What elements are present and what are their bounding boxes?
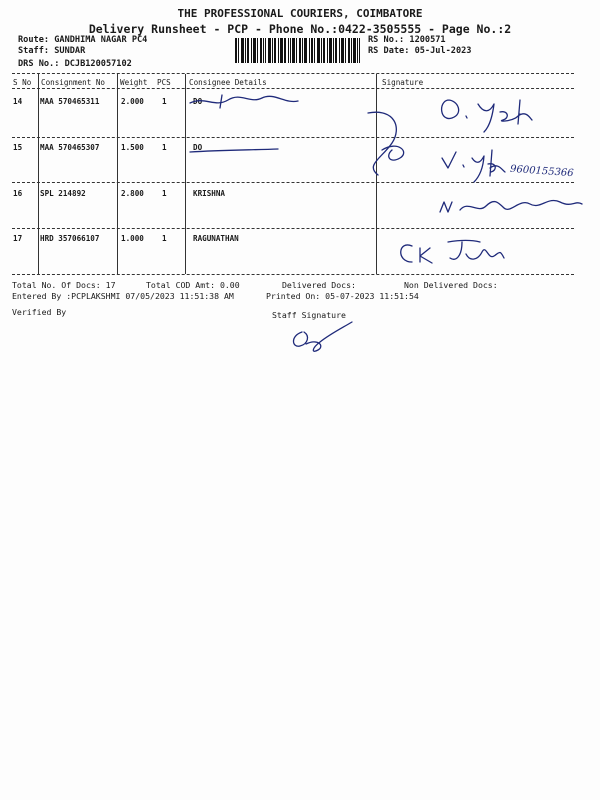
company-title: THE PROFESSIONAL COURIERS, COIMBATORE [177, 7, 423, 20]
row-pcs: 1 [162, 97, 167, 106]
column-header-pcs: PCS [157, 78, 171, 87]
row-weight: 2.800 [121, 189, 144, 198]
non-delivered-docs: Non Delivered Docs: [404, 280, 498, 290]
row-sno: 17 [13, 234, 23, 243]
total-docs: Total No. Of Docs: 17 [12, 280, 116, 290]
column-header-signature: Signature [382, 78, 424, 87]
row-pcs: 1 [162, 143, 167, 152]
total-cod-amount: Total COD Amt: 0.00 [146, 280, 240, 290]
row-pcs: 1 [162, 234, 167, 243]
row-consignment: MAA 570465307 [40, 143, 100, 152]
row-consignee: RAGUNATHAN [193, 234, 239, 243]
runsheet-subtitle: Delivery Runsheet - PCP - Phone No.:0422-3505555 - Page No.:2 [88, 22, 512, 36]
route-text: Route: GANDHIMA NAGAR PC4 [18, 35, 148, 45]
rs-date: RS Date: 05-Jul-2023 [368, 46, 472, 56]
row-consignee: KRISHNA [193, 189, 226, 198]
row-pcs: 1 [162, 189, 167, 198]
row-consignee: DO [193, 143, 203, 152]
column-header-sno: S No [13, 78, 32, 87]
delivered-docs: Delivered Docs: [282, 280, 356, 290]
row-sno: 15 [13, 143, 23, 152]
verified-by-label: Verified By [12, 307, 67, 317]
column-header-consignment: Consignment No [41, 78, 106, 87]
handwritten-phone-number: 9600155366 [509, 163, 574, 180]
row-weight: 2.000 [121, 97, 144, 106]
row-weight: 1.500 [121, 143, 144, 152]
row-consignment: HRD 357066107 [40, 234, 100, 243]
staff-text: Staff: SUNDAR [18, 46, 86, 56]
column-header-consignee: Consignee Details [189, 78, 267, 87]
printed-on: Printed On: 05-07-2023 11:51:54 [266, 291, 419, 301]
row-consignment: MAA 570465311 [40, 97, 100, 106]
row-sno: 16 [13, 189, 23, 198]
row-sno: 14 [13, 97, 23, 106]
column-header-weight: Weight [120, 78, 148, 87]
row-consignment: SPL 214892 [40, 189, 86, 198]
entered-by: Entered By :PCPLAKSHMI 07/05/2023 11:51:38 AM [12, 291, 234, 301]
row-weight: 1.000 [121, 234, 144, 243]
row-consignee: DO [193, 97, 203, 106]
rs-number: RS No.: 1200571 [368, 35, 446, 45]
staff-signature-label: Staff Signature [272, 310, 346, 320]
drs-number: DRS No.: DCJB120057102 [18, 59, 132, 69]
